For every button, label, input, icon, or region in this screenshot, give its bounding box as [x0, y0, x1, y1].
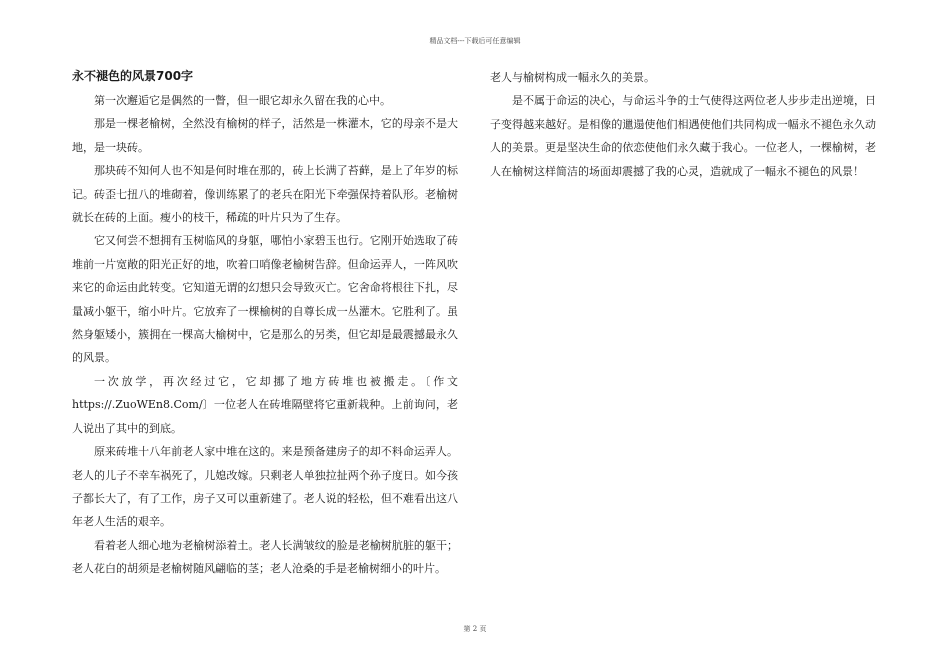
paragraph: 看着老人细心地为老榆树添着土。老人长满皱纹的脸是老榆树肮脏的躯干；老人花白的胡须是老榆树随风翩临的茎；老人沧桑的手是老榆树细小的叶片。 [72, 538, 458, 576]
right-column [490, 66, 876, 183]
article-title: 永不褪色的风景700字 [72, 69, 194, 83]
paragraph: 原来砖堆十八年前老人家中堆在这的。来是预备建房子的却不料命运弄人。老人的儿子不幸车祸死了，儿媳改嫁。只剩老人单独拉扯两个孙子度日。如今孩子都长大了，有了工作，房子又可以重新建了。老人说的轻松，但不难看出这八年老人生活的艰辛。 [72, 445, 458, 529]
paragraph: 它又何尝不想拥有玉树临风的身躯，哪怕小家碧玉也行。它刚开始选取了砖堆前一片宽敞的阳光正好的地，吹着口哨像老榆树告辞。但命运弄人，一阵风吹来它的命运由此转变。它知道无谓的幻想只会导致灭亡。它舍命将根往下扎，尽量减小躯干，缩小叶片。它放弃了一棵榆树的自尊长成一丛灌木。它胜利了。虽然身躯矮小，簇拥在一棵高大榆树中，它是那么的另类，但它却是最震撼最永久的风景。 [72, 234, 458, 365]
paragraph: 第一次邂逅它是偶然的一瞥，但一眼它却永久留在我的心中。 [94, 94, 391, 107]
paragraph: 那是一棵老榆树，全然没有榆树的样子，活然是一株灌木，它的母亲不是大地，是一块砖。 [72, 117, 458, 154]
left-column [72, 66, 458, 581]
paragraph: 那块砖不知何人也不知是何时堆在那的，砖上长满了苔藓，是上了年岁的标记。砖歪七扭八的堆砌着，像训练累了的老兵在阳光下牵强保持着队形。老榆树就长在砖的上面。瘦小的枝干，稀疏的叶片只为了生存。 [72, 164, 458, 225]
header-note: 精品文档---下载后可任意编辑 [429, 37, 521, 45]
page-number: 第 2 页 [463, 625, 487, 633]
paragraph: 一次放学，再次经过它，它却挪了地方砖堆也被搬走。〔作文https://.ZuoWEn8.Com/〕一位老人在砖堆隔壁将它重新栽种。上前询问，老人说出了其中的到底。 [72, 374, 458, 435]
paragraph: 是不属于命运的决心，与命运斗争的士气使得这两位老人步步走出逆境，日子变得越来越好。是相像的邋遢使他们相遇使他们共同构成一幅永不褪色永久动人的美景。更是坚决生命的依恋使他们永久藏于我心。一位老人，一棵榆树，老人在榆树这样简洁的场面却震撼了我的心灵，造就成了一幅永不褪色的风景！ [490, 94, 876, 178]
paragraph-continuation: 老人与榆树构成一幅永久的美景。 [490, 71, 655, 84]
